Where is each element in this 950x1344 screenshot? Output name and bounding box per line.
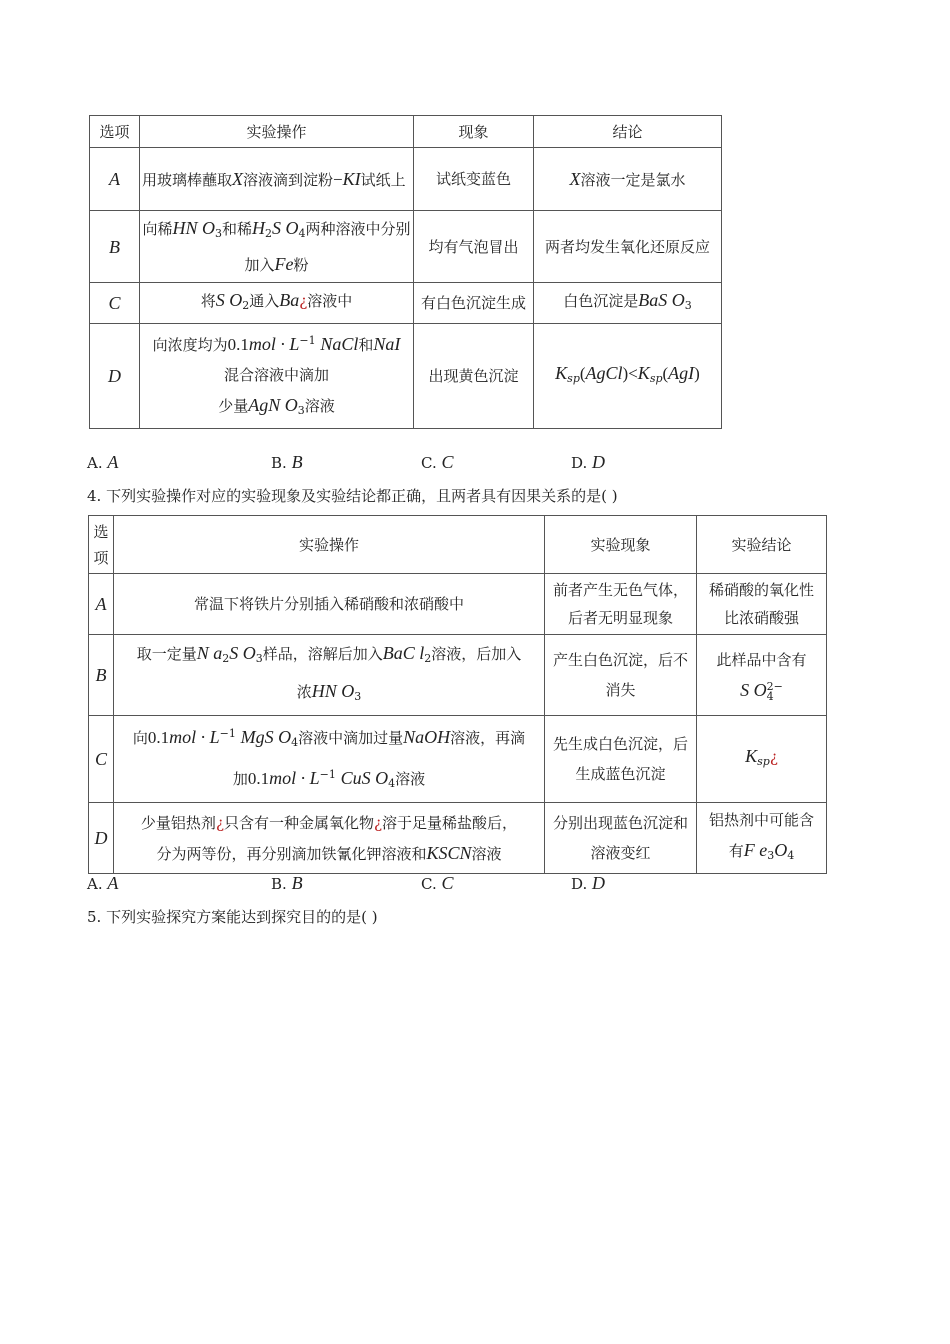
row-label: C [90, 283, 140, 324]
phenomenon-cell: 出现黄色沉淀 [414, 324, 534, 429]
table-row [90, 211, 722, 283]
option-d[interactable]: D. D [571, 452, 606, 472]
phenomenon-cell: 先生成白色沉淀，后 生成蓝色沉淀 [545, 716, 697, 803]
conclusion-cell: X溶液一定是氯水 [534, 148, 722, 211]
operation-cell: 取一定量N $a_2S$ $O_3$样品，溶解后加入BaC $l_2$溶液，后加入 浓HN $O_3$ [114, 635, 545, 716]
conclusion-cell: $K_{sp}¿$ [697, 716, 827, 803]
table-row [89, 635, 827, 716]
operation-cell: 用玻璃棒蘸取X溶液滴到淀粉−KI试纸上 [140, 148, 414, 211]
option-a[interactable]: A. A [87, 452, 119, 472]
operation-cell: 向稀HN $O_3$和稀$H_2S$ $O_4$两种溶液中分别加入Fe粉 [140, 211, 414, 283]
conclusion-cell: 两者均发生氧化还原反应 [534, 211, 722, 283]
phenomenon-cell: 有白色沉淀生成 [414, 283, 534, 324]
header-conclusion: 结论 [534, 116, 722, 148]
conclusion-cell: $K_{sp}(AgCl)<K_{sp}(AgI)$ [534, 324, 722, 429]
operation-cell: 常温下将铁片分别插入稀硝酸和浓硝酸中 [114, 574, 545, 635]
table-row [89, 803, 827, 874]
row-label: B [90, 211, 140, 283]
option-a[interactable]: A. A [87, 873, 119, 893]
header-operation: 实验操作 [140, 116, 414, 148]
header-conclusion: 实验结论 [697, 516, 827, 574]
row-label: C [89, 716, 114, 803]
phenomenon-cell: 产生白色沉淀，后不 消失 [545, 635, 697, 716]
table-row [89, 716, 827, 803]
question-4-options [87, 873, 687, 897]
table-header-row [90, 116, 722, 148]
table-header-row [89, 516, 827, 574]
header-phenomenon: 现象 [414, 116, 534, 148]
row-label: B [89, 635, 114, 716]
conclusion-cell: 白色沉淀是BaS $O_3$ [534, 283, 722, 324]
row-label: A [90, 148, 140, 211]
operation-cell: 向浓度均为$0.1mol \cdot L^{-1}$ NaCl和NaI 混合溶液中滴加 少量AgN $O_3$溶液 [140, 324, 414, 429]
option-d[interactable]: D. D [571, 873, 606, 893]
phenomenon-cell: 分别出现蓝色沉淀和 溶液变红 [545, 803, 697, 874]
table-row [90, 148, 722, 211]
header-option: 选项 [89, 516, 114, 574]
row-label: A [89, 574, 114, 635]
header-phenomenon: 实验现象 [545, 516, 697, 574]
option-c[interactable]: C. C [421, 452, 454, 472]
question-5-stem: 5. 下列实验探究方案能达到探究目的的是( ) [87, 908, 378, 926]
question-3-options [87, 452, 687, 476]
option-b[interactable]: B. B [271, 873, 303, 893]
table-row [89, 574, 827, 635]
conclusion-cell: 此样品中含有 S O 2− 4 [697, 635, 827, 716]
phenomenon-cell: 试纸变蓝色 [414, 148, 534, 211]
option-b[interactable]: B. B [271, 452, 303, 472]
phenomenon-cell: 均有气泡冒出 [414, 211, 534, 283]
question-4-stem: 4. 下列实验操作对应的实验现象及实验结论都正确，且两者具有因果关系的是( ) [87, 487, 618, 505]
question-3-table [89, 115, 722, 429]
option-c[interactable]: C. C [421, 873, 454, 893]
table-row [90, 283, 722, 324]
question-4-table [88, 515, 827, 874]
conclusion-cell: 铝热剂中可能含 有F $e_3O_4$ [697, 803, 827, 874]
row-label: D [89, 803, 114, 874]
phenomenon-cell: 前者产生无色气体， 后者无明显现象 [545, 574, 697, 635]
header-option: 选项 [90, 116, 140, 148]
row-label: D [90, 324, 140, 429]
operation-cell: 将S $O_2$通入Ba¿溶液中 [140, 283, 414, 324]
conclusion-cell: 稀硝酸的氧化性 比浓硝酸强 [697, 574, 827, 635]
header-operation: 实验操作 [114, 516, 545, 574]
operation-cell: 向$0.1mol \cdot L^{-1}$ MgS $O_4$溶液中滴加过量NaOH溶液，再滴 加$0.1mol \cdot L^{-1}$ CuS $O_4$溶液 [114, 716, 545, 803]
operation-cell: 少量铝热剂¿只含有一种金属氧化物¿溶于足量稀盐酸后， 分为两等份，再分别滴加铁氰化钾溶液和KSCN溶液 [114, 803, 545, 874]
table-row [90, 324, 722, 429]
